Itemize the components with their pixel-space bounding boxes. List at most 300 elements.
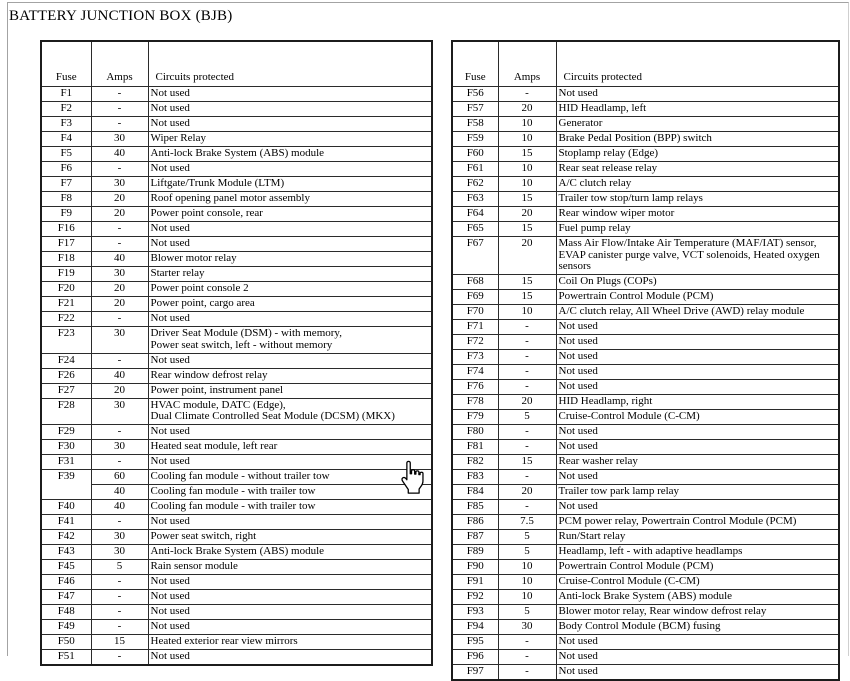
circuits-protected-cell: Not used (148, 117, 432, 132)
amps-cell: - (498, 365, 556, 380)
fuse-id-cell: F80 (452, 425, 498, 440)
fuse-row-F50 (41, 635, 432, 650)
fuse-row-F56 (452, 87, 839, 102)
circuits-protected-cell: Not used (148, 650, 432, 666)
fuse-id-cell: F71 (452, 320, 498, 335)
circuits-protected-cell: Not used (148, 353, 432, 368)
fuse-row-F58 (452, 117, 839, 132)
amps-cell: 30 (91, 132, 148, 147)
column-header-amps: Amps (91, 41, 148, 87)
fuse-row-F64 (452, 207, 839, 222)
fuse-row-F91 (452, 575, 839, 590)
fuse-row-F82 (452, 455, 839, 470)
circuits-protected-cell: Body Control Module (BCM) fusing (556, 620, 839, 635)
circuits-protected-cell: Rear washer relay (556, 455, 839, 470)
fuse-row-F90 (452, 560, 839, 575)
fuse-id-cell: F82 (452, 455, 498, 470)
amps-cell: 20 (498, 102, 556, 117)
amps-cell: 15 (498, 455, 556, 470)
circuits-protected-cell: Anti-lock Brake System (ABS) module (148, 545, 432, 560)
fuse-row-F24 (41, 353, 432, 368)
amps-cell: 20 (91, 192, 148, 207)
amps-cell: 30 (498, 620, 556, 635)
amps-cell: 10 (498, 305, 556, 320)
circuits-protected-cell: Not used (556, 320, 839, 335)
fuse-id-cell: F50 (41, 635, 91, 650)
fuse-id-cell: F1 (41, 87, 91, 102)
fuse-row-F26 (41, 368, 432, 383)
fuse-id-cell: F94 (452, 620, 498, 635)
fuse-id-cell: F48 (41, 605, 91, 620)
fuse-row-F49 (41, 620, 432, 635)
amps-cell: 20 (498, 395, 556, 410)
fuse-id-cell: F81 (452, 440, 498, 455)
fuse-id-cell: F31 (41, 455, 91, 470)
amps-cell: - (498, 635, 556, 650)
amps-cell: - (91, 455, 148, 470)
amps-cell: 30 (91, 267, 148, 282)
fuse-row-F96 (452, 650, 839, 665)
circuits-protected-cell: Cruise-Control Module (C-CM) (556, 575, 839, 590)
circuits-protected-cell: Stoplamp relay (Edge) (556, 147, 839, 162)
circuits-protected-cell: Cooling fan module - with trailer tow (148, 500, 432, 515)
fuse-id-cell: F62 (452, 177, 498, 192)
fuse-id-cell: F24 (41, 353, 91, 368)
fuse-row-F6 (41, 162, 432, 177)
amps-cell: - (498, 335, 556, 350)
fuse-id-cell: F96 (452, 650, 498, 665)
amps-cell: 10 (498, 575, 556, 590)
circuits-protected-cell: Anti-lock Brake System (ABS) module (556, 590, 839, 605)
circuits-protected-cell: Fuel pump relay (556, 222, 839, 237)
amps-cell: 20 (91, 282, 148, 297)
amps-cell: 10 (498, 590, 556, 605)
fuse-row-F70 (452, 305, 839, 320)
amps-cell: - (91, 353, 148, 368)
circuits-protected-cell: Trailer tow park lamp relay (556, 485, 839, 500)
circuits-protected-cell: HVAC module, DATC (Edge), Dual Climate Controlled Seat Module (DCSM) (MKX) (148, 398, 432, 425)
fuse-row-F19 (41, 267, 432, 282)
fuse-row-F76 (452, 380, 839, 395)
circuits-protected-cell: Not used (148, 590, 432, 605)
fuse-row-F48 (41, 605, 432, 620)
amps-cell: 10 (498, 177, 556, 192)
fuse-row-F68 (452, 275, 839, 290)
circuits-protected-cell: Not used (148, 222, 432, 237)
circuits-protected-cell: Not used (148, 102, 432, 117)
fuse-id-cell: F69 (452, 290, 498, 305)
fuse-row-F41 (41, 515, 432, 530)
fuse-row-F69 (452, 290, 839, 305)
fuse-row-F45 (41, 560, 432, 575)
amps-cell: - (498, 87, 556, 102)
fuse-row-F92 (452, 590, 839, 605)
fuse-row-F21 (41, 297, 432, 312)
fuse-id-cell: F2 (41, 102, 91, 117)
amps-cell: 30 (91, 545, 148, 560)
amps-cell: 40 (91, 485, 148, 500)
fuse-row-F2 (41, 102, 432, 117)
circuits-protected-cell: Starter relay (148, 267, 432, 282)
fuse-id-cell: F47 (41, 590, 91, 605)
amps-cell: 5 (498, 410, 556, 425)
circuits-protected-cell: Not used (148, 455, 432, 470)
amps-cell: 5 (91, 560, 148, 575)
circuits-protected-cell: Not used (556, 380, 839, 395)
amps-cell: 40 (91, 368, 148, 383)
amps-cell: 30 (91, 327, 148, 354)
fuse-row-F83 (452, 470, 839, 485)
amps-cell: - (91, 590, 148, 605)
amps-cell: - (91, 312, 148, 327)
fuse-id-cell: F67 (452, 237, 498, 275)
amps-cell: 20 (498, 207, 556, 222)
amps-cell: - (91, 650, 148, 666)
fuse-id-cell: F17 (41, 237, 91, 252)
fuse-row-F18 (41, 252, 432, 267)
fuse-row-F39-2 (41, 485, 432, 500)
fuse-row-F42 (41, 530, 432, 545)
fuse-row-F28 (41, 398, 432, 425)
amps-cell: 7.5 (498, 515, 556, 530)
fuse-row-F47 (41, 590, 432, 605)
fuse-id-cell: F8 (41, 192, 91, 207)
amps-cell: 40 (91, 500, 148, 515)
fuse-id-cell: F60 (452, 147, 498, 162)
fuse-row-F63 (452, 192, 839, 207)
circuits-protected-cell: Rear window wiper motor (556, 207, 839, 222)
circuits-protected-cell: Generator (556, 117, 839, 132)
circuits-protected-cell: Roof opening panel motor assembly (148, 192, 432, 207)
fuse-row-F43 (41, 545, 432, 560)
circuits-protected-cell: Not used (148, 237, 432, 252)
amps-cell: 5 (498, 605, 556, 620)
fuse-row-F4 (41, 132, 432, 147)
fuse-id-cell: F22 (41, 312, 91, 327)
header-row (452, 41, 839, 87)
fuse-row-F8 (41, 192, 432, 207)
fuse-row-F62 (452, 177, 839, 192)
fuse-row-F17 (41, 237, 432, 252)
circuits-protected-cell: Anti-lock Brake System (ABS) module (148, 147, 432, 162)
fuse-id-cell: F86 (452, 515, 498, 530)
circuits-protected-cell: Not used (556, 500, 839, 515)
circuits-protected-cell: Cooling fan module - with trailer tow (148, 485, 432, 500)
fuse-row-F71 (452, 320, 839, 335)
amps-cell: 5 (498, 545, 556, 560)
fuse-id-cell: F90 (452, 560, 498, 575)
fuse-id-cell: F5 (41, 147, 91, 162)
fuse-table-right-container (451, 40, 840, 681)
circuits-protected-cell: Driver Seat Module (DSM) - with memory, Power seat switch, left - without memory (148, 327, 432, 354)
amps-cell: 30 (91, 440, 148, 455)
fuse-id-cell: F91 (452, 575, 498, 590)
amps-cell: - (498, 320, 556, 335)
fuse-id-cell: F89 (452, 545, 498, 560)
circuits-protected-cell: Not used (556, 425, 839, 440)
fuse-row-F79 (452, 410, 839, 425)
fuse-row-F16 (41, 222, 432, 237)
fuse-id-cell: F49 (41, 620, 91, 635)
amps-cell: 10 (498, 162, 556, 177)
fuse-id-cell: F76 (452, 380, 498, 395)
fuse-row-F89 (452, 545, 839, 560)
circuits-protected-cell: Not used (556, 665, 839, 681)
circuits-protected-cell: Power point, cargo area (148, 297, 432, 312)
fuse-row-F59 (452, 132, 839, 147)
circuits-protected-cell: Blower motor relay, Rear window defrost relay (556, 605, 839, 620)
amps-cell: - (91, 575, 148, 590)
fuse-row-F97 (452, 665, 839, 681)
fuse-row-F22 (41, 312, 432, 327)
circuits-protected-cell: Trailer tow stop/turn lamp relays (556, 192, 839, 207)
fuse-id-cell: F41 (41, 515, 91, 530)
fuse-id-cell: F70 (452, 305, 498, 320)
amps-cell: - (498, 665, 556, 681)
amps-cell: 20 (91, 297, 148, 312)
amps-cell: 10 (498, 132, 556, 147)
fuse-row-F72 (452, 335, 839, 350)
fuse-row-F57 (452, 102, 839, 117)
fuse-id-cell: F78 (452, 395, 498, 410)
fuse-row-F65 (452, 222, 839, 237)
fuse-id-cell: F29 (41, 425, 91, 440)
amps-cell: - (91, 222, 148, 237)
circuits-protected-cell: Not used (556, 635, 839, 650)
fuse-id-cell: F6 (41, 162, 91, 177)
circuits-protected-cell: Headlamp, left - with adaptive headlamps (556, 545, 839, 560)
column-header-fuse: Fuse (41, 41, 91, 87)
fuse-id-cell: F79 (452, 410, 498, 425)
fuse-id-cell: F84 (452, 485, 498, 500)
column-header-amps: Amps (498, 41, 556, 87)
fuse-id-cell: F46 (41, 575, 91, 590)
circuits-protected-cell: Not used (556, 365, 839, 380)
circuits-protected-cell: Heated exterior rear view mirrors (148, 635, 432, 650)
circuits-protected-cell: Coil On Plugs (COPs) (556, 275, 839, 290)
circuits-protected-cell: Heated seat module, left rear (148, 440, 432, 455)
circuits-protected-cell: Blower motor relay (148, 252, 432, 267)
circuits-protected-cell: Mass Air Flow/Intake Air Temperature (MAF/IAT) sensor, EVAP canister purge valve, VCT solenoids, Heated oxygen sensors (556, 237, 839, 275)
fuse-id-cell: F27 (41, 383, 91, 398)
fuse-id-cell: F56 (452, 87, 498, 102)
amps-cell: - (91, 515, 148, 530)
amps-cell: 60 (91, 470, 148, 485)
fuse-id-cell: F3 (41, 117, 91, 132)
amps-cell: - (91, 237, 148, 252)
fuse-id-cell: F83 (452, 470, 498, 485)
circuits-protected-cell: Powertrain Control Module (PCM) (556, 290, 839, 305)
fuse-id-cell: F58 (452, 117, 498, 132)
fuse-id-cell: F73 (452, 350, 498, 365)
circuits-protected-cell: Not used (556, 335, 839, 350)
fuse-row-F61 (452, 162, 839, 177)
fuse-id-cell: F7 (41, 177, 91, 192)
fuse-row-F67 (452, 237, 839, 275)
column-header-circuits-protected: Circuits protected (556, 41, 839, 87)
circuits-protected-cell: A/C clutch relay, All Wheel Drive (AWD) relay module (556, 305, 839, 320)
fuse-id-cell: F95 (452, 635, 498, 650)
amps-cell: 20 (498, 485, 556, 500)
fuse-row-F46 (41, 575, 432, 590)
fuse-id-cell: F57 (452, 102, 498, 117)
amps-cell: 5 (498, 530, 556, 545)
fuse-id-cell: F23 (41, 327, 91, 354)
amps-cell: 30 (91, 177, 148, 192)
circuits-protected-cell: Power point console 2 (148, 282, 432, 297)
fuse-id-cell: F21 (41, 297, 91, 312)
fuse-id-cell: F42 (41, 530, 91, 545)
circuits-protected-cell: Not used (556, 350, 839, 365)
fuse-row-F78 (452, 395, 839, 410)
fuse-id-cell: F92 (452, 590, 498, 605)
amps-cell: 15 (498, 222, 556, 237)
amps-cell: - (498, 440, 556, 455)
fuse-row-F39-1 (41, 470, 432, 485)
amps-cell: 15 (498, 275, 556, 290)
fuse-id-cell: F59 (452, 132, 498, 147)
fuse-row-F86 (452, 515, 839, 530)
fuse-row-F40 (41, 500, 432, 515)
amps-cell: 10 (498, 560, 556, 575)
fuse-id-cell: F16 (41, 222, 91, 237)
amps-cell: - (91, 425, 148, 440)
amps-cell: - (91, 620, 148, 635)
circuits-protected-cell: Not used (148, 162, 432, 177)
fuse-id-cell: F64 (452, 207, 498, 222)
fuse-row-F29 (41, 425, 432, 440)
amps-cell: - (498, 500, 556, 515)
circuits-protected-cell: Powertrain Control Module (PCM) (556, 560, 839, 575)
fuse-id-cell: F65 (452, 222, 498, 237)
fuse-id-cell: F28 (41, 398, 91, 425)
fuse-table-left-container (40, 40, 433, 666)
fuse-row-F5 (41, 147, 432, 162)
fuse-table-left (40, 40, 433, 666)
fuse-table-right (451, 40, 840, 681)
circuits-protected-cell: HID Headlamp, left (556, 102, 839, 117)
fuse-id-cell: F43 (41, 545, 91, 560)
circuits-protected-cell: Brake Pedal Position (BPP) switch (556, 132, 839, 147)
circuits-protected-cell: Run/Start relay (556, 530, 839, 545)
fuse-row-F87 (452, 530, 839, 545)
fuse-row-F85 (452, 500, 839, 515)
amps-cell: - (91, 117, 148, 132)
fuse-row-F9 (41, 207, 432, 222)
fuse-row-F31 (41, 455, 432, 470)
circuits-protected-cell: Liftgate/Trunk Module (LTM) (148, 177, 432, 192)
amps-cell: - (91, 87, 148, 102)
amps-cell: 15 (498, 147, 556, 162)
amps-cell: - (498, 650, 556, 665)
circuits-protected-cell: Not used (148, 620, 432, 635)
amps-cell: 20 (91, 383, 148, 398)
circuits-protected-cell: Power point, instrument panel (148, 383, 432, 398)
fuse-row-F84 (452, 485, 839, 500)
amps-cell: 15 (498, 192, 556, 207)
circuits-protected-cell: Not used (556, 87, 839, 102)
amps-cell: - (91, 102, 148, 117)
amps-cell: 10 (498, 117, 556, 132)
circuits-protected-cell: HID Headlamp, right (556, 395, 839, 410)
fuse-id-cell: F4 (41, 132, 91, 147)
fuse-row-F7 (41, 177, 432, 192)
fuse-row-F81 (452, 440, 839, 455)
circuits-protected-cell: Rain sensor module (148, 560, 432, 575)
fuse-id-cell: F74 (452, 365, 498, 380)
fuse-row-F93 (452, 605, 839, 620)
circuits-protected-cell: Not used (148, 515, 432, 530)
fuse-row-F20 (41, 282, 432, 297)
circuits-protected-cell: Not used (148, 312, 432, 327)
amps-cell: 30 (91, 398, 148, 425)
fuse-row-F74 (452, 365, 839, 380)
fuse-id-cell: F45 (41, 560, 91, 575)
column-header-fuse: Fuse (452, 41, 498, 87)
fuse-id-cell: F20 (41, 282, 91, 297)
circuits-protected-cell: PCM power relay, Powertrain Control Module (PCM) (556, 515, 839, 530)
amps-cell: - (498, 380, 556, 395)
fuse-row-F94 (452, 620, 839, 635)
fuse-id-cell: F97 (452, 665, 498, 681)
fuse-id-cell: F39 (41, 470, 91, 500)
amps-cell: - (91, 605, 148, 620)
fuse-id-cell: F87 (452, 530, 498, 545)
fuse-id-cell: F26 (41, 368, 91, 383)
amps-cell: 30 (91, 530, 148, 545)
circuits-protected-cell: Power point console, rear (148, 207, 432, 222)
amps-cell: 15 (498, 290, 556, 305)
fuse-id-cell: F68 (452, 275, 498, 290)
circuits-protected-cell: A/C clutch relay (556, 177, 839, 192)
fuse-id-cell: F30 (41, 440, 91, 455)
amps-cell: - (498, 350, 556, 365)
amps-cell: 40 (91, 147, 148, 162)
fuse-id-cell: F63 (452, 192, 498, 207)
fuse-row-F95 (452, 635, 839, 650)
circuits-protected-cell: Not used (556, 470, 839, 485)
amps-cell: 20 (498, 237, 556, 275)
fuse-row-F3 (41, 117, 432, 132)
circuits-protected-cell: Not used (148, 425, 432, 440)
amps-cell: 20 (91, 207, 148, 222)
fuse-id-cell: F51 (41, 650, 91, 666)
circuits-protected-cell: Not used (148, 87, 432, 102)
fuse-id-cell: F93 (452, 605, 498, 620)
fuse-row-F80 (452, 425, 839, 440)
fuse-id-cell: F9 (41, 207, 91, 222)
circuits-protected-cell: Rear window defrost relay (148, 368, 432, 383)
fuse-row-F73 (452, 350, 839, 365)
fuse-id-cell: F72 (452, 335, 498, 350)
fuse-row-F60 (452, 147, 839, 162)
column-header-circuits-protected: Circuits protected (148, 41, 432, 87)
amps-cell: - (91, 162, 148, 177)
fuse-row-F23 (41, 327, 432, 354)
page-title: BATTERY JUNCTION BOX (BJB) (9, 8, 233, 24)
circuits-protected-cell: Cooling fan module - without trailer tow (148, 470, 432, 485)
fuse-id-cell: F18 (41, 252, 91, 267)
fuse-id-cell: F19 (41, 267, 91, 282)
fuse-id-cell: F85 (452, 500, 498, 515)
fuse-row-F51 (41, 650, 432, 666)
fuse-row-F1 (41, 87, 432, 102)
amps-cell: 15 (91, 635, 148, 650)
fuse-row-F27 (41, 383, 432, 398)
circuits-protected-cell: Cruise-Control Module (C-CM) (556, 410, 839, 425)
header-row (41, 41, 432, 87)
circuits-protected-cell: Not used (148, 575, 432, 590)
